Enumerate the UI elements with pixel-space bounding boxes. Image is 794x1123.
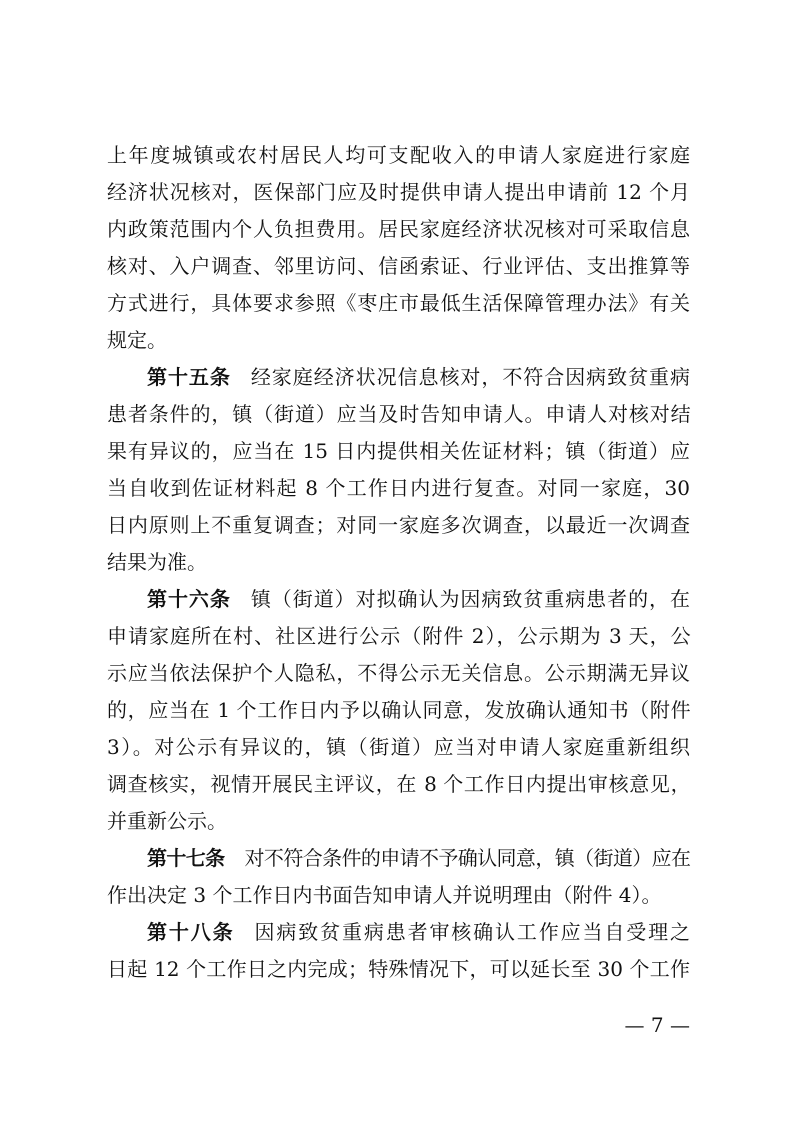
text-line: 的，应当在 1 个工作日内予以确认同意，发放确认通知书（附件	[107, 698, 690, 722]
text-line: 规定。	[107, 328, 167, 352]
text-line	[107, 840, 690, 877]
text-line: 当自收到佐证材料起 8 个工作日内进行复查。对同一家庭，30	[107, 476, 690, 500]
text-line: 核对、入户调查、邻里访问、信函索证、行业评估、支出推算等	[107, 254, 690, 278]
article-heading: 第十六条	[147, 587, 231, 611]
text-line	[107, 359, 690, 396]
text-line: 内政策范围内个人负担费用。居民家庭经济状况核对可采取信息	[107, 217, 690, 241]
article-16-paragraph	[107, 581, 690, 840]
text-line: 并重新公示。	[107, 809, 227, 833]
article-heading: 第十七条	[147, 846, 225, 870]
article-heading: 第十八条	[147, 920, 235, 944]
text-line: 调查核实，视情开展民主评议，在 8 个工作日内提出审核意见，	[107, 772, 690, 796]
article-text: 经家庭经济状况信息核对，不符合因病致贫重病	[250, 365, 691, 389]
text-line	[107, 581, 690, 618]
text-line: 日起 12 个工作日之内完成；特殊情况下，可以延长至 30 个工作	[107, 957, 690, 981]
article-text: 镇（街道）对拟确认为因病致贫重病患者的，在	[250, 587, 691, 611]
article-heading: 第十五条	[147, 365, 231, 389]
text-line: 患者条件的，镇（街道）应当及时告知申请人。申请人对核对结	[107, 402, 690, 426]
text-line: 上年度城镇或农村居民人均可支配收入的申请人家庭进行家庭	[107, 143, 690, 167]
article-15-paragraph	[107, 359, 690, 581]
text-line: 结果为准。	[107, 550, 207, 574]
text-line	[107, 914, 690, 951]
text-line: 日内原则上不重复调查；对同一家庭多次调查，以最近一次调查	[107, 513, 690, 537]
text-line: 经济状况核对，医保部门应及时提供申请人提出申请前 12 个月	[107, 180, 690, 204]
text-line: 果有异议的，应当在 15 日内提供相关佐证材料；镇（街道）应	[107, 439, 690, 463]
text-line: 申请家庭所在村、社区进行公示（附件 2），公示期为 3 天，公	[107, 624, 690, 648]
article-text: 因病致贫重病患者审核确认工作应当自受理之	[254, 920, 691, 944]
text-line: 示应当依法保护个人隐私，不得公示无关信息。公示期满无异议	[107, 661, 690, 685]
article-17-paragraph	[107, 840, 690, 914]
article-18-paragraph	[107, 914, 690, 988]
text-line: 3）。对公示有异议的，镇（街道）应当对申请人家庭重新组织	[107, 735, 690, 759]
document-body	[107, 137, 690, 988]
paragraph-continuation	[107, 137, 690, 359]
text-line: 方式进行，具体要求参照《枣庄市最低生活保障管理办法》有关	[107, 291, 690, 315]
article-text: 对不符合条件的申请不予确认同意，镇（街道）应在	[244, 846, 691, 870]
page-number: — 7 —	[624, 1013, 690, 1037]
text-line: 作出决定 3 个工作日内书面告知申请人并说明理由（附件 4）。	[107, 883, 662, 907]
